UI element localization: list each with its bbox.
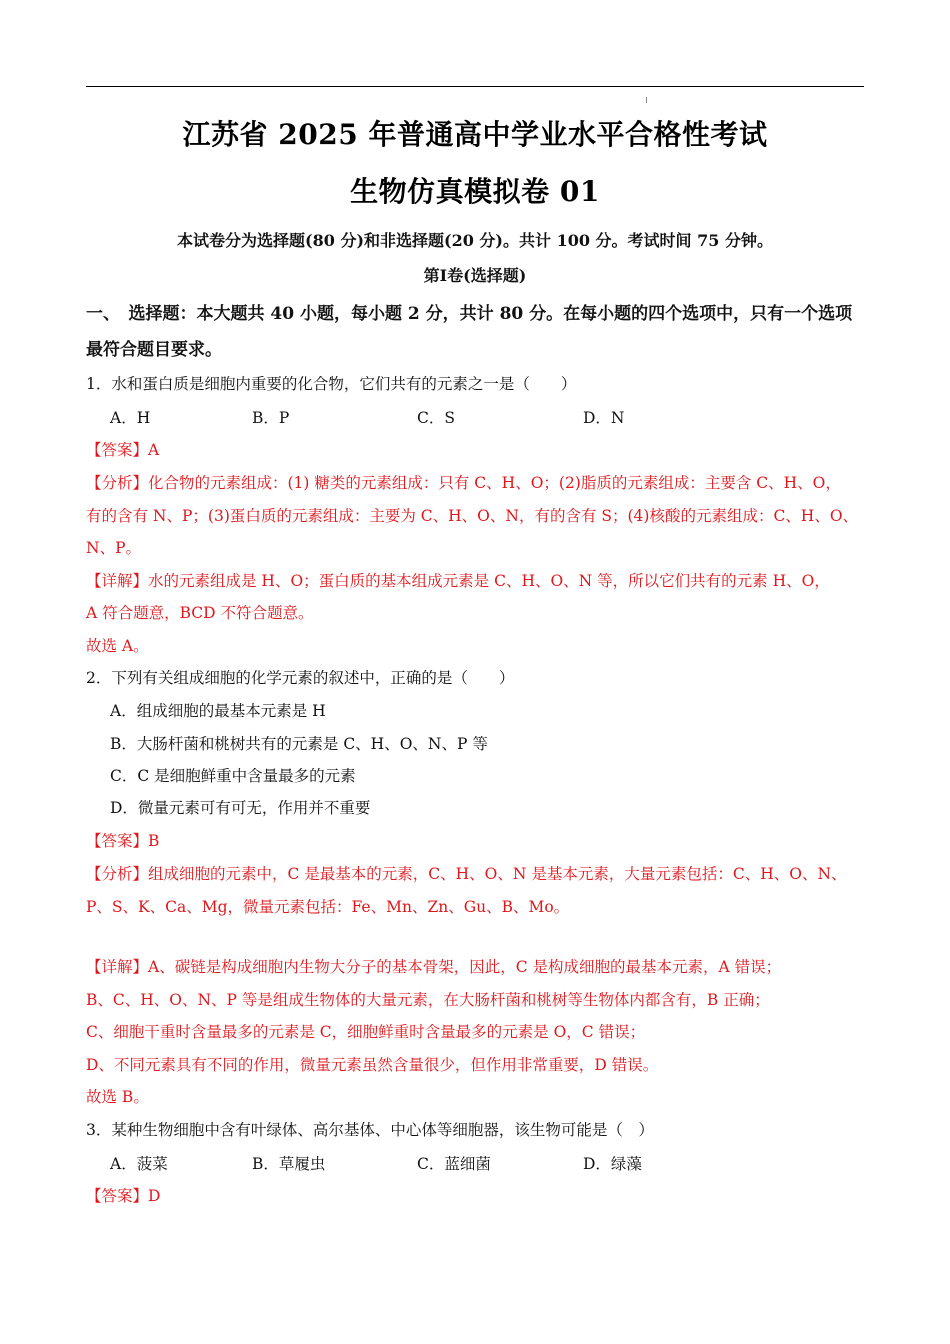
question-2-option-b: B．大肠杆菌和桃树共有的元素是 C、H、O、N、P 等: [110, 735, 488, 753]
question-1-option-c: C．S: [417, 409, 455, 427]
question-2-analysis-line: 【分析】组成细胞的元素中，C 是最基本的元素，C、H、O、N 是基本元素，大量元素包括：C、H、O、N、: [86, 865, 847, 883]
question-1-answer: 【答案】A: [86, 441, 160, 459]
question-3-stem: 3．某种生物细胞中含有叶绿体、高尔基体、中心体等细胞器，该生物可能是（ ）: [86, 1121, 654, 1139]
question-2-detail-line: B、C、H、O、N、P 等是组成生物体的大量元素，在大肠杆菌和桃树等生物体内都含有，B 正确；: [86, 991, 770, 1009]
question-1-stem: 1．水和蛋白质是细胞内重要的化合物，它们共有的元素之一是（ ）: [86, 375, 577, 393]
question-3-option-a: A．菠菜: [110, 1155, 168, 1173]
question-3-option-b: B．草履虫: [252, 1155, 326, 1173]
question-1-option-d: D．N: [583, 409, 625, 427]
header-tick-mark: [646, 97, 647, 103]
exam-subtitle: 生物仿真模拟卷 01: [350, 175, 600, 208]
section-instructions: 一、 选择题：本大题共 40 小题，每小题 2 分，共计 80 分。在每小题的四个选项中，只有一个选项最符合题目要求。: [86, 304, 853, 360]
question-2-conclusion: 故选 B。: [86, 1088, 149, 1106]
question-2-answer: 【答案】B: [86, 832, 160, 850]
question-2-option-c: C．C 是细胞鲜重中含量最多的元素: [110, 767, 356, 785]
question-2-detail-line: 【详解】A、碳链是构成细胞内生物大分子的基本骨架，因此，C 是构成细胞的最基本元素，A 错误；: [86, 958, 782, 976]
question-3-option-c: C．蓝细菌: [417, 1155, 491, 1173]
question-2-analysis-line: P、S、K、Ca、Mg，微量元素包括：Fe、Mn、Zn、Gu、B、Mo。: [86, 898, 570, 916]
question-2-stem: 2．下列有关组成细胞的化学元素的叙述中，正确的是（ ）: [86, 669, 515, 687]
question-1-option-a: A．H: [110, 409, 151, 427]
question-1-detail-line: 【详解】水的元素组成是 H、O；蛋白质的基本组成元素是 C、H、O、N 等，所以它们共有的元素 H、O，: [86, 572, 830, 590]
question-1-analysis-line: 有的含有 N、P；(3)蛋白质的元素组成：主要为 C、H、O、N，有的含有 S；(4)核酸的元素组成：C、H、O、: [86, 507, 859, 525]
question-1-conclusion: 故选 A。: [86, 637, 149, 655]
question-2-detail-line: C、细胞干重时含量最多的元素是 C，细胞鲜重时含量最多的元素是 O，C 错误；: [86, 1023, 646, 1041]
question-2-option-d: D．微量元素可有可无，作用并不重要: [110, 799, 371, 817]
header-rule: [86, 86, 864, 87]
part-heading: 第Ⅰ卷(选择题): [423, 266, 527, 285]
question-1-option-b: B．P: [252, 409, 290, 427]
question-1-detail-line: A 符合题意，BCD 不符合题意。: [86, 604, 314, 622]
exam-title: 江苏省 2025 年普通高中学业水平合格性考试: [182, 118, 768, 151]
question-2-option-a: A．组成细胞的最基本元素是 H: [110, 702, 326, 720]
question-1-analysis-line: N、P。: [86, 539, 141, 557]
exam-intro: 本试卷分为选择题(80 分)和非选择题(20 分)。共计 100 分。考试时间 75 分钟。: [177, 231, 773, 250]
question-3-option-d: D．绿藻: [583, 1155, 642, 1173]
question-3-answer: 【答案】D: [86, 1187, 161, 1205]
question-1-analysis-line: 【分析】化合物的元素组成：(1) 糖类的元素组成：只有 C、H、O；(2)脂质的元素组成：主要含 C、H、O，: [86, 474, 841, 492]
question-2-detail-line: D、不同元素具有不同的作用，微量元素虽然含量很少，但作用非常重要，D 错误。: [86, 1056, 659, 1074]
